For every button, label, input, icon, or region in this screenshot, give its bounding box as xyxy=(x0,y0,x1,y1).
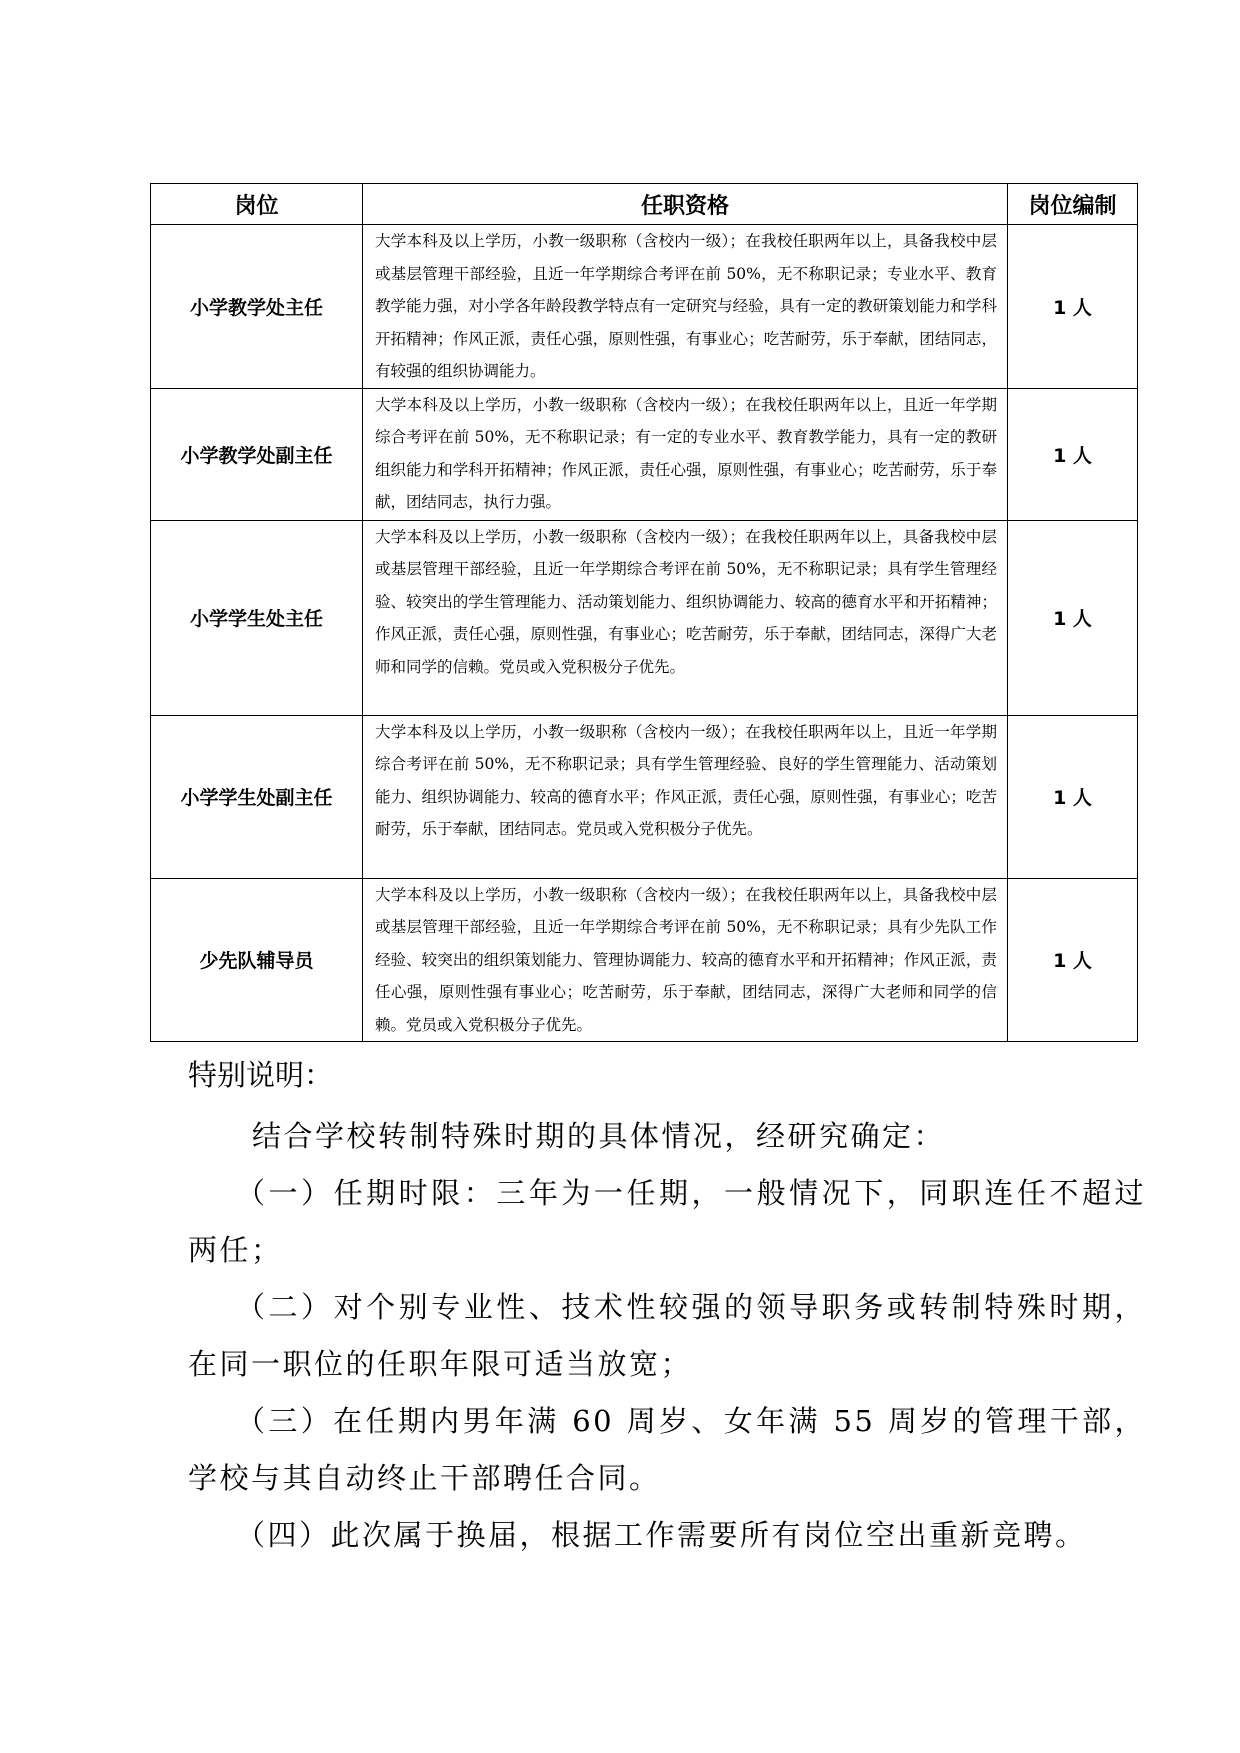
table-row xyxy=(151,225,1138,389)
table-row xyxy=(151,388,1138,520)
post-name: 小学教学处主任 xyxy=(151,225,363,389)
post-quota: 1 人 xyxy=(1008,388,1138,520)
post-name: 小学学生处主任 xyxy=(151,520,363,715)
table-row xyxy=(151,878,1138,1042)
table-row xyxy=(151,715,1138,878)
header-post: 岗位 xyxy=(151,184,363,225)
notes-intro: 结合学校转制特殊时期的具体情况，经研究确定： xyxy=(252,1119,946,1153)
notes-item-1: （一）任期时限：三年为一任期，一般情况下，同职连任不超过两任； xyxy=(188,1176,1146,1267)
post-quota: 1 人 xyxy=(1008,225,1138,389)
post-name: 小学学生处副主任 xyxy=(151,715,363,878)
notes-item-4: （四）此次属于换届，根据工作需要所有岗位空出重新竞聘。 xyxy=(236,1518,1087,1552)
positions-table xyxy=(150,183,1138,1042)
post-qualification: 大学本科及以上学历，小教一级职称（含校内一级）；在我校任职两年以上，且近一年学期综合考评在前 50%，无不称职记录；具有学生管理经验、良好的学生管理能力、活动策划能力、组织协调能力、较高的德育水平；作风正派，责任心强，原则性强，有事业心；吃苦耐劳，乐于奉献，团结同志。党员或入党积极分子优先。 xyxy=(363,715,1008,878)
table-row xyxy=(151,520,1138,715)
header-quota: 岗位编制 xyxy=(1008,184,1138,225)
table-header-row xyxy=(151,184,1138,225)
post-name: 小学教学处副主任 xyxy=(151,388,363,520)
post-qualification: 大学本科及以上学历，小教一级职称（含校内一级）；在我校任职两年以上，且近一年学期综合考评在前 50%，无不称职记录；有一定的专业水平、教育教学能力，具有一定的教研组织能力和学科开拓精神；作风正派，责任心强，原则性强，有事业心；吃苦耐劳，乐于奉献，团结同志，执行力强。 xyxy=(363,388,1008,520)
post-qualification: 大学本科及以上学历，小教一级职称（含校内一级）；在我校任职两年以上，具备我校中层或基层管理干部经验，且近一年学期综合考评在前 50%，无不称职记录；具有学生管理经验、较突出的学生管理能力、活动策划能力、组织协调能力、较高的德育水平和开拓精神；作风正派，责任心强，原则性强，有事业心；吃苦耐劳，乐于奉献，团结同志，深得广大老师和同学的信赖。党员或入党积极分子优先。 xyxy=(363,520,1008,715)
post-name: 少先队辅导员 xyxy=(151,878,363,1042)
post-quota: 1 人 xyxy=(1008,878,1138,1042)
post-quota: 1 人 xyxy=(1008,520,1138,715)
notes-item-2: （二）对个别专业性、技术性较强的领导职务或转制特殊时期，在同一职位的任职年限可适当放宽； xyxy=(188,1290,1146,1381)
post-quota: 1 人 xyxy=(1008,715,1138,878)
header-qualification: 任职资格 xyxy=(363,184,1008,225)
post-qualification: 大学本科及以上学历，小教一级职称（含校内一级）；在我校任职两年以上，具备我校中层或基层管理干部经验，且近一年学期综合考评在前 50%，无不称职记录；专业水平、教育教学能力强，对小学各年龄段教学特点有一定研究与经验，具有一定的教研策划能力和学科开拓精神；作风正派，责任心强，原则性强，有事业心；吃苦耐劳，乐于奉献，团结同志，有较强的组织协调能力。 xyxy=(363,225,1008,389)
notes-item-3: （三）在任期内男年满 60 周岁、女年满 55 周岁的管理干部，学校与其自动终止干部聘任合同。 xyxy=(188,1404,1146,1495)
post-qualification: 大学本科及以上学历，小教一级职称（含校内一级）；在我校任职两年以上，具备我校中层或基层管理干部经验，且近一年学期综合考评在前 50%，无不称职记录；具有少先队工作经验、较突出的组织策划能力、管理协调能力、较高的德育水平和开拓精神；作风正派，责任心强，原则性强有事业心；吃苦耐劳，乐于奉献，团结同志，深得广大老师和同学的信赖。党员或入党积极分子优先。 xyxy=(363,878,1008,1042)
special-notes xyxy=(188,1050,1146,1564)
notes-title: 特别说明： xyxy=(188,1058,334,1092)
